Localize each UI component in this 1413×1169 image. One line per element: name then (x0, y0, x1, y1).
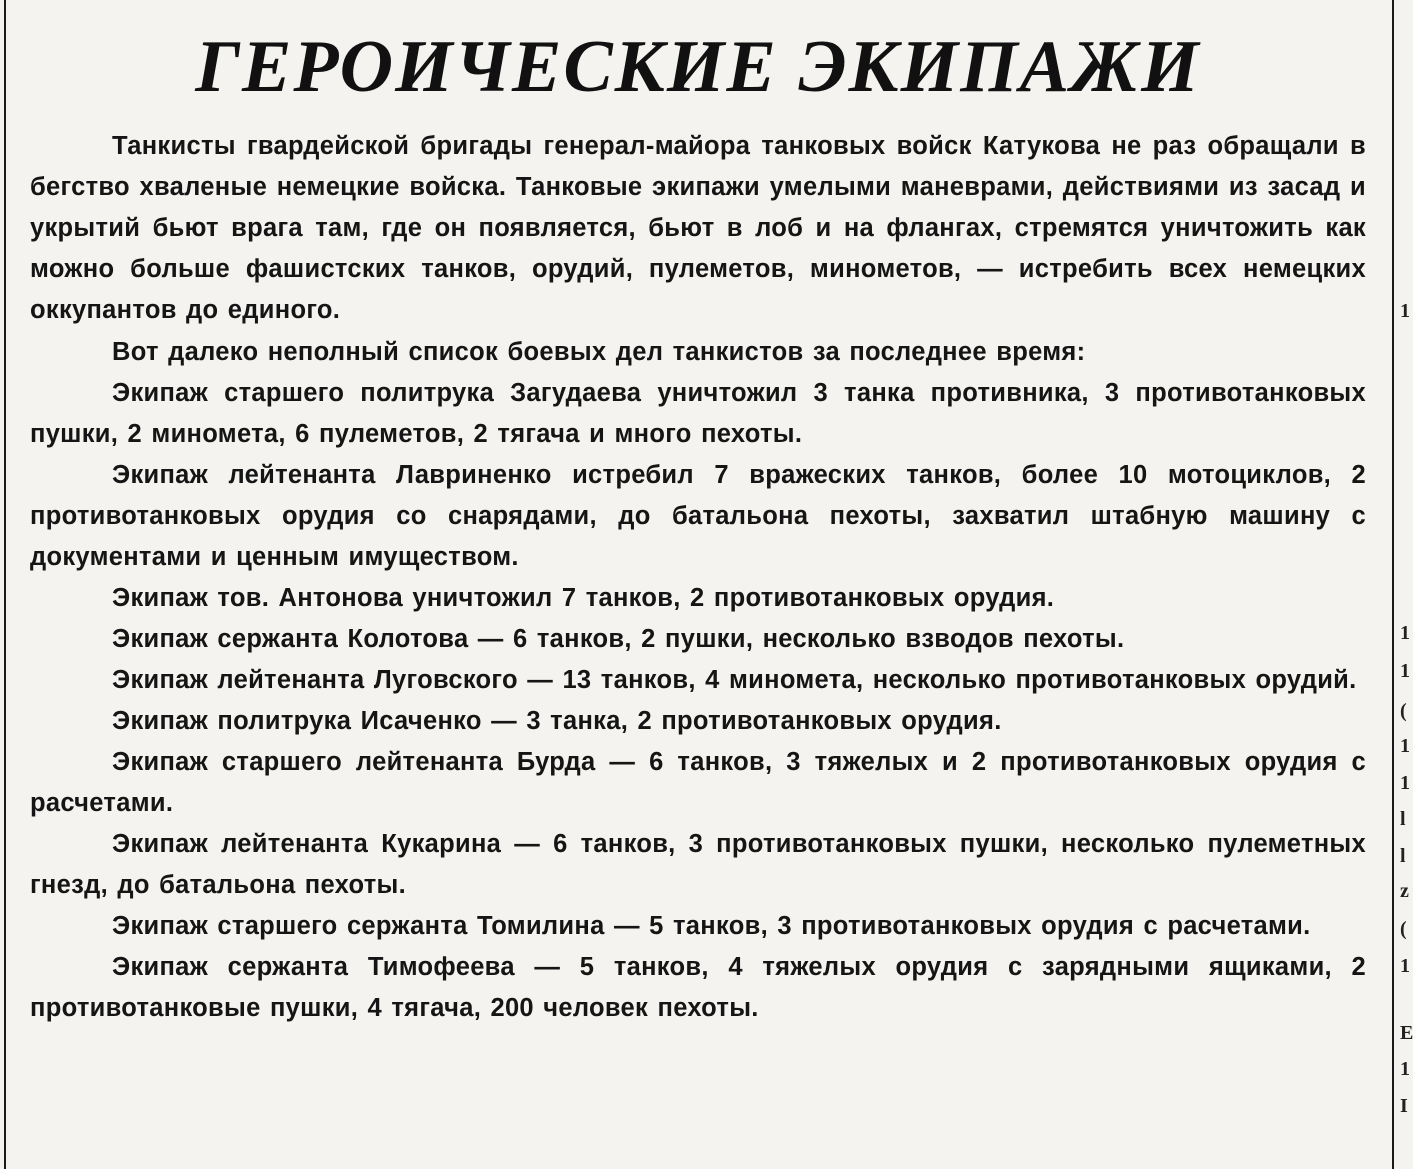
crew-paragraph-isachenko: Экипаж политрука Исаченко — 3 танка, 2 противотанковых орудия. (112, 707, 1002, 735)
article-headline: ГЕРОИЧЕСКИЕ ЭКИПАЖИ (195, 26, 1201, 108)
intro-paragraph: Танкисты гвардейской бригады генерал-майора танковых войск Катукова не раз обращали в бегство хваленые немецкие войска. Танковые экипажи умелыми маневрами, действиями из засад и укрытий бьют врага там, где он появляется, бьют в лоб и на флангах, стремятся уничтожить как можно больше фашистских танков, орудий, пулеметов, минометов, — истребить всех немецких оккупантов до единого. (30, 132, 1366, 324)
left-column-rule (4, 0, 6, 1169)
crew-paragraph-lugovskoy: Экипаж лейтенанта Луговского — 13 танков, 4 миномета, несколько противотанковых орудий. (112, 666, 1357, 694)
fragment-char: 1 (1400, 955, 1410, 977)
fragment-char: ( (1400, 700, 1407, 722)
fragment-char: l (1400, 808, 1406, 830)
fragment-char: l (1400, 845, 1406, 867)
fragment-char: 1 (1400, 772, 1410, 794)
fragment-char: z (1400, 880, 1409, 902)
crew-paragraph-timofeev: Экипаж сержанта Тимофеева — 5 танков, 4 тяжелых орудия с зарядными ящиками, 2 противотанковые пушки, 4 тягача, 200 человек пехоты. (30, 953, 1366, 1022)
fragment-char: 1 (1400, 622, 1410, 644)
right-column-rule (1392, 0, 1394, 1169)
list-intro-paragraph: Вот далеко неполный список боевых дел танкистов за последнее время: (112, 338, 1086, 366)
newspaper-article (30, 22, 1366, 1029)
crew-paragraph-lavrinenko: Экипаж лейтенанта Лавриненко истребил 7 вражеских танков, более 10 мотоциклов, 2 противотанковых орудия со снарядами, до батальона пехоты, захватил штабную машину с документами и ценным имуществом. (30, 461, 1366, 571)
crew-paragraph-tomilin: Экипаж старшего сержанта Томилина — 5 танков, 3 противотанковых орудия с расчетами. (112, 912, 1311, 940)
fragment-char: E (1400, 1022, 1413, 1044)
fragment-char: 1 (1400, 1058, 1410, 1080)
fragment-char: ( (1400, 918, 1407, 940)
crew-paragraph-kolotov: Экипаж сержанта Колотова — 6 танков, 2 пушки, несколько взводов пехоты. (112, 625, 1125, 653)
crew-paragraph-burda: Экипаж старшего лейтенанта Бурда — 6 танков, 3 тяжелых и 2 противотанковых орудия с расчетами. (30, 748, 1366, 817)
fragment-char: 1 (1400, 660, 1410, 682)
fragment-char: 1 (1400, 300, 1410, 322)
fragment-char: 1 (1400, 735, 1410, 757)
fragment-char: I (1400, 1095, 1408, 1117)
crew-paragraph-antonov: Экипаж тов. Антонова уничтожил 7 танков, 2 противотанковых орудия. (112, 584, 1055, 612)
crew-paragraph-zagudaev: Экипаж старшего политрука Загудаева уничтожил 3 танка противника, 3 противотанковых пушки, 2 миномета, 6 пулеметов, 2 тягача и много пехоты. (30, 379, 1366, 448)
neighbor-column-fragments (1398, 0, 1413, 1169)
crew-paragraph-kukarin: Экипаж лейтенанта Кукарина — 6 танков, 3 противотанковых пушки, несколько пулеметных гнезд, до батальона пехоты. (30, 830, 1366, 899)
article-body (30, 126, 1366, 1029)
